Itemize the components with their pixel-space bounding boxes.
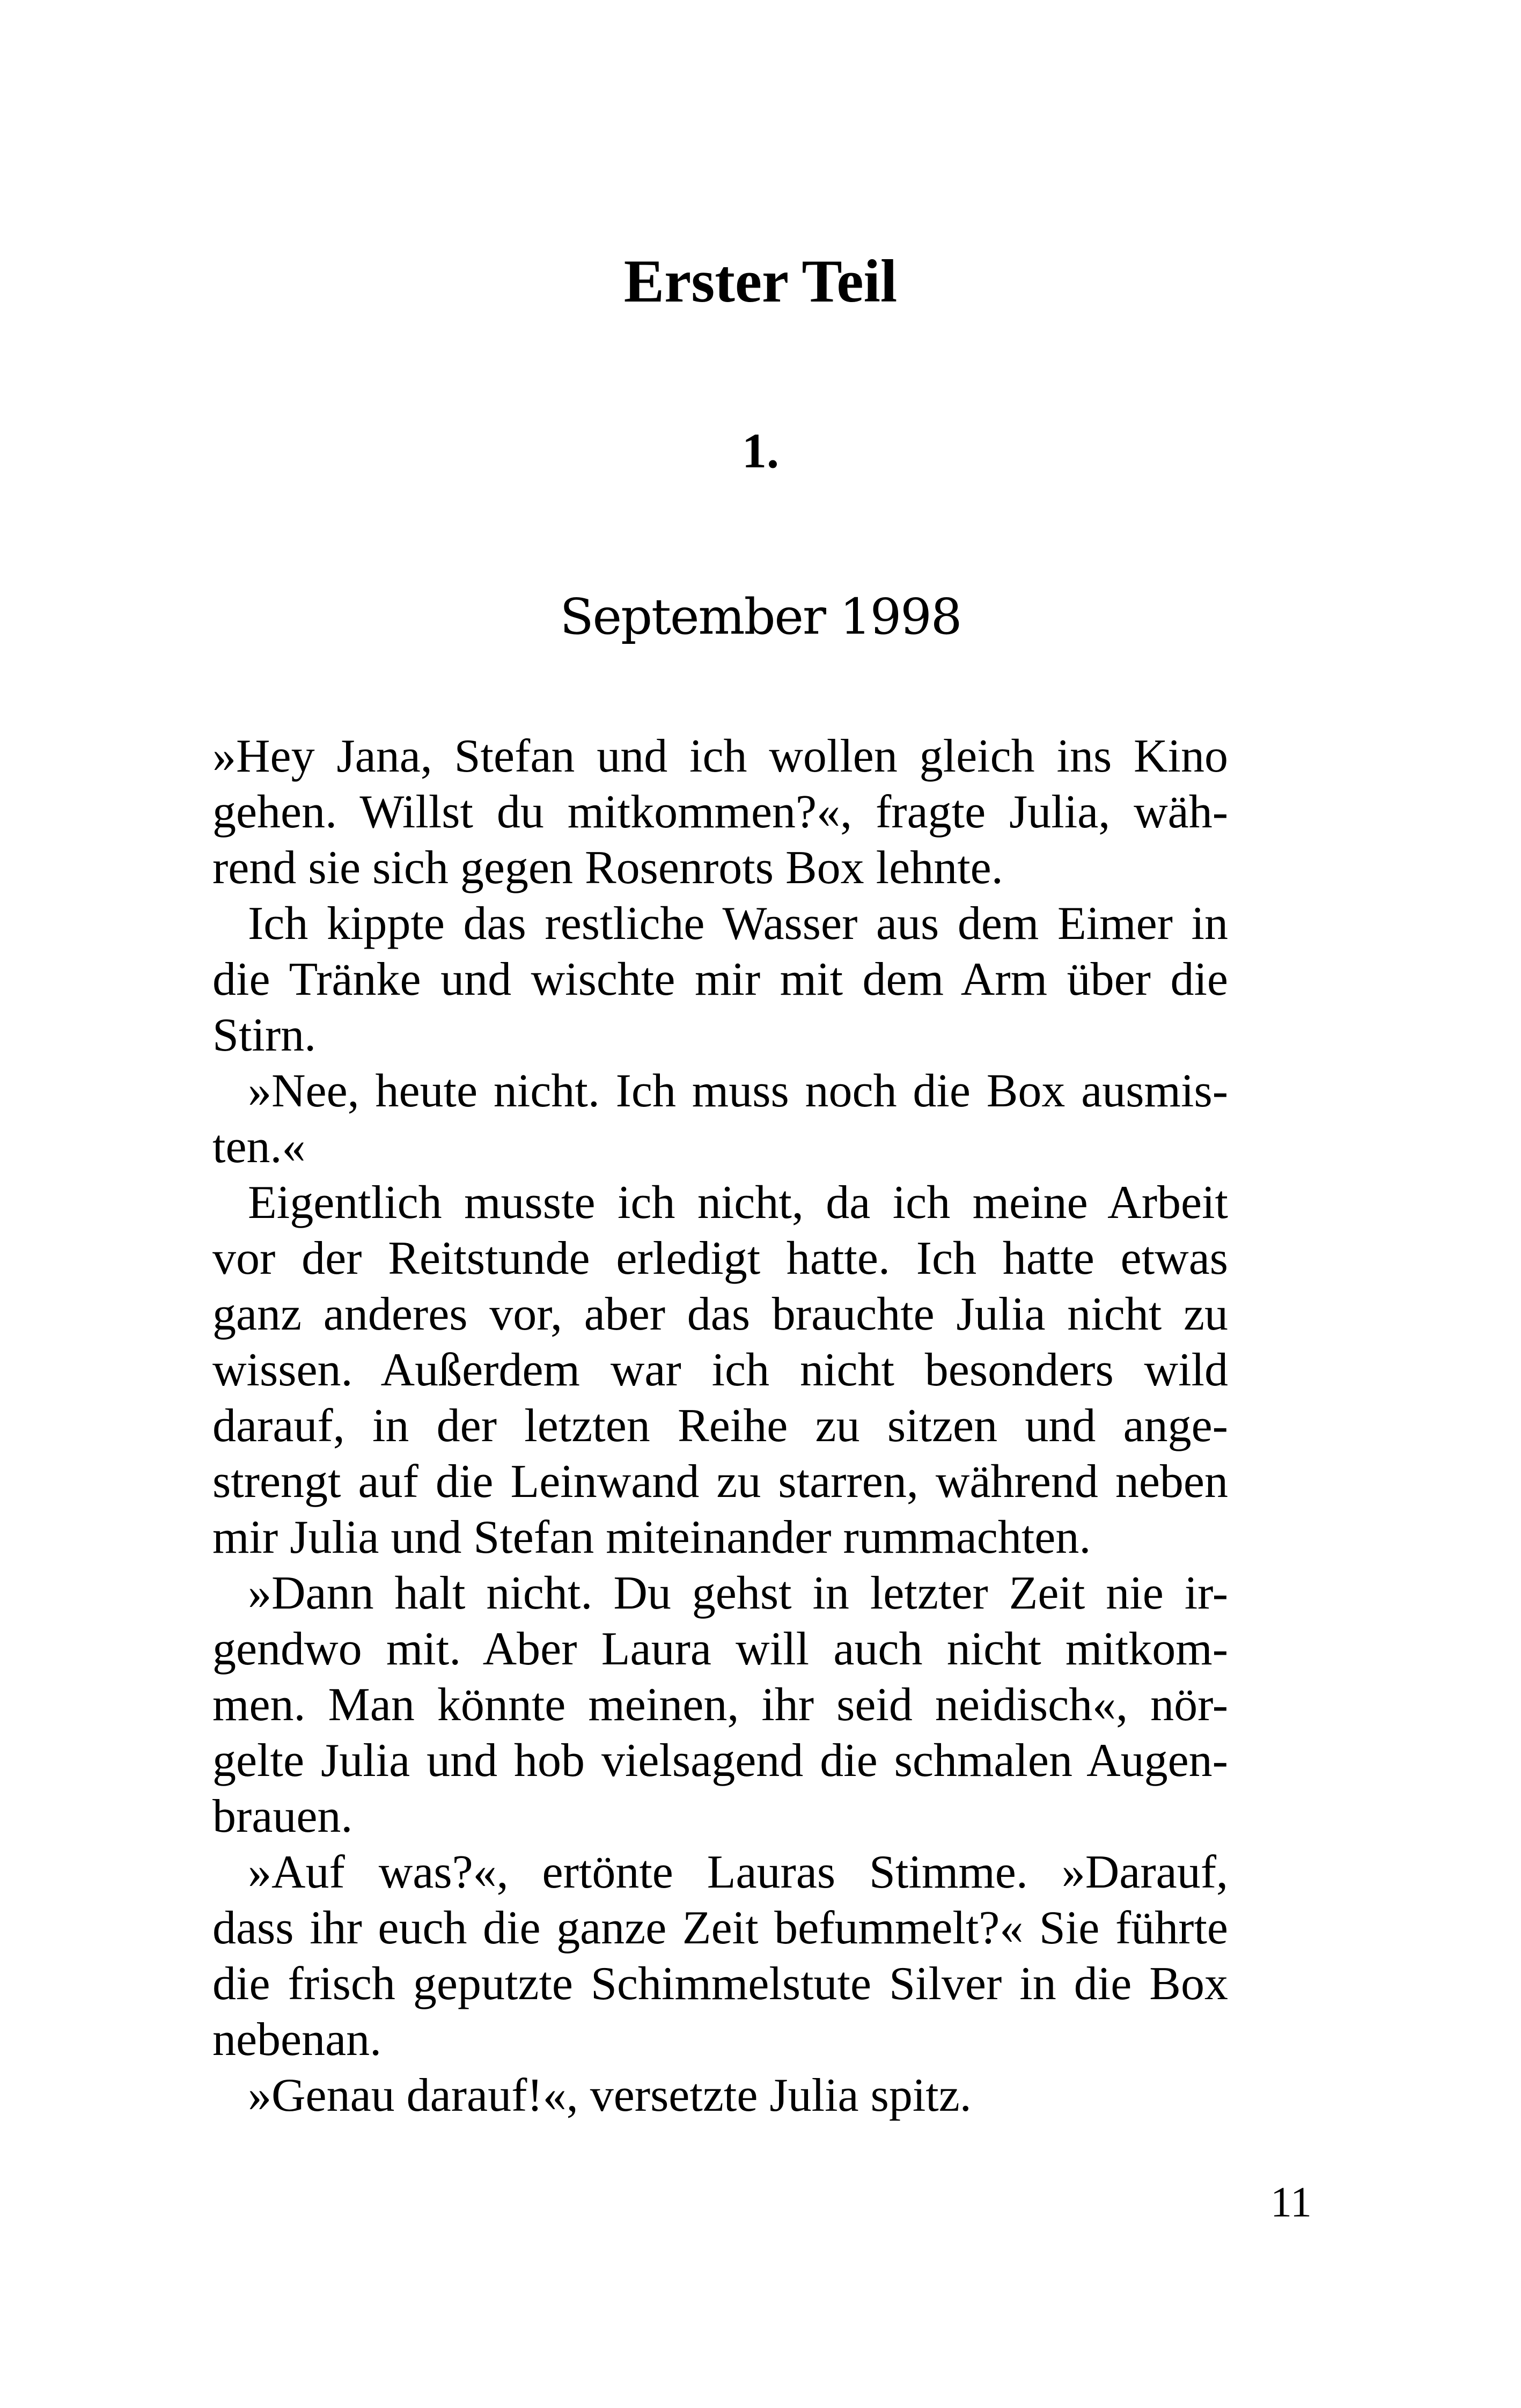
text-line: mir Julia und Stefan miteinander rummachten.: [212, 1511, 1091, 1563]
text-line: gehen. Willst du mitkommen?«, fragte Julia, wäh-: [212, 786, 1228, 838]
text-line: brauen.: [212, 1790, 353, 1842]
text-line: Eigentlich musste ich nicht, da ich meine Arbeit: [248, 1177, 1228, 1229]
text-line: Stirn.: [212, 1009, 317, 1061]
chapter-number: 1.: [742, 423, 779, 478]
text-line: »Genau darauf!«, versetzte Julia spitz.: [248, 2069, 972, 2121]
text-line: »Nee, heute nicht. Ich muss noch die Box ausmis-: [248, 1065, 1228, 1117]
part-title: Erster Teil: [623, 248, 898, 315]
text-line: »Hey Jana, Stefan und ich wollen gleich ins Kino: [212, 730, 1228, 782]
text-line: dass ihr euch die ganze Zeit befummelt?« Sie führte: [212, 1902, 1228, 1954]
body-text: [212, 729, 1228, 2124]
text-line: nebenan.: [212, 2014, 382, 2066]
text-line: »Dann halt nicht. Du gehst in letzter Zeit nie ir-: [248, 1567, 1228, 1619]
text-line: gendwo mit. Aber Laura will auch nicht mitkom-: [212, 1623, 1228, 1675]
text-line: ten.«: [212, 1121, 306, 1173]
text-line: die frisch geputzte Schimmelstute Silver in die Box: [212, 1958, 1228, 2010]
text-line: Ich kippte das restliche Wasser aus dem Eimer in: [248, 898, 1228, 950]
text-line: ganz anderes vor, aber das brauchte Julia nicht zu: [212, 1288, 1228, 1340]
text-line: darauf, in der letzten Reihe zu sitzen und ange-: [212, 1400, 1228, 1452]
text-line: rend sie sich gegen Rosenrots Box lehnte.: [212, 842, 1003, 894]
text-line: die Tränke und wischte mir mit dem Arm über die: [212, 953, 1228, 1005]
text-line: men. Man könnte meinen, ihr seid neidisch«, nör-: [212, 1679, 1228, 1731]
chapter-date: September 1998: [560, 588, 961, 645]
text-line: »Auf was?«, ertönte Lauras Stimme. »Darauf,: [248, 1846, 1228, 1898]
text-line: strengt auf die Leinwand zu starren, während neben: [212, 1456, 1228, 1508]
text-line: gelte Julia und hob vielsagend die schmalen Augen-: [212, 1735, 1228, 1787]
text-line: vor der Reitstunde erledigt hatte. Ich hatte etwas: [212, 1232, 1228, 1284]
page-number: 11: [1270, 2179, 1312, 2226]
text-line: wissen. Außerdem war ich nicht besonders wild: [212, 1344, 1228, 1396]
